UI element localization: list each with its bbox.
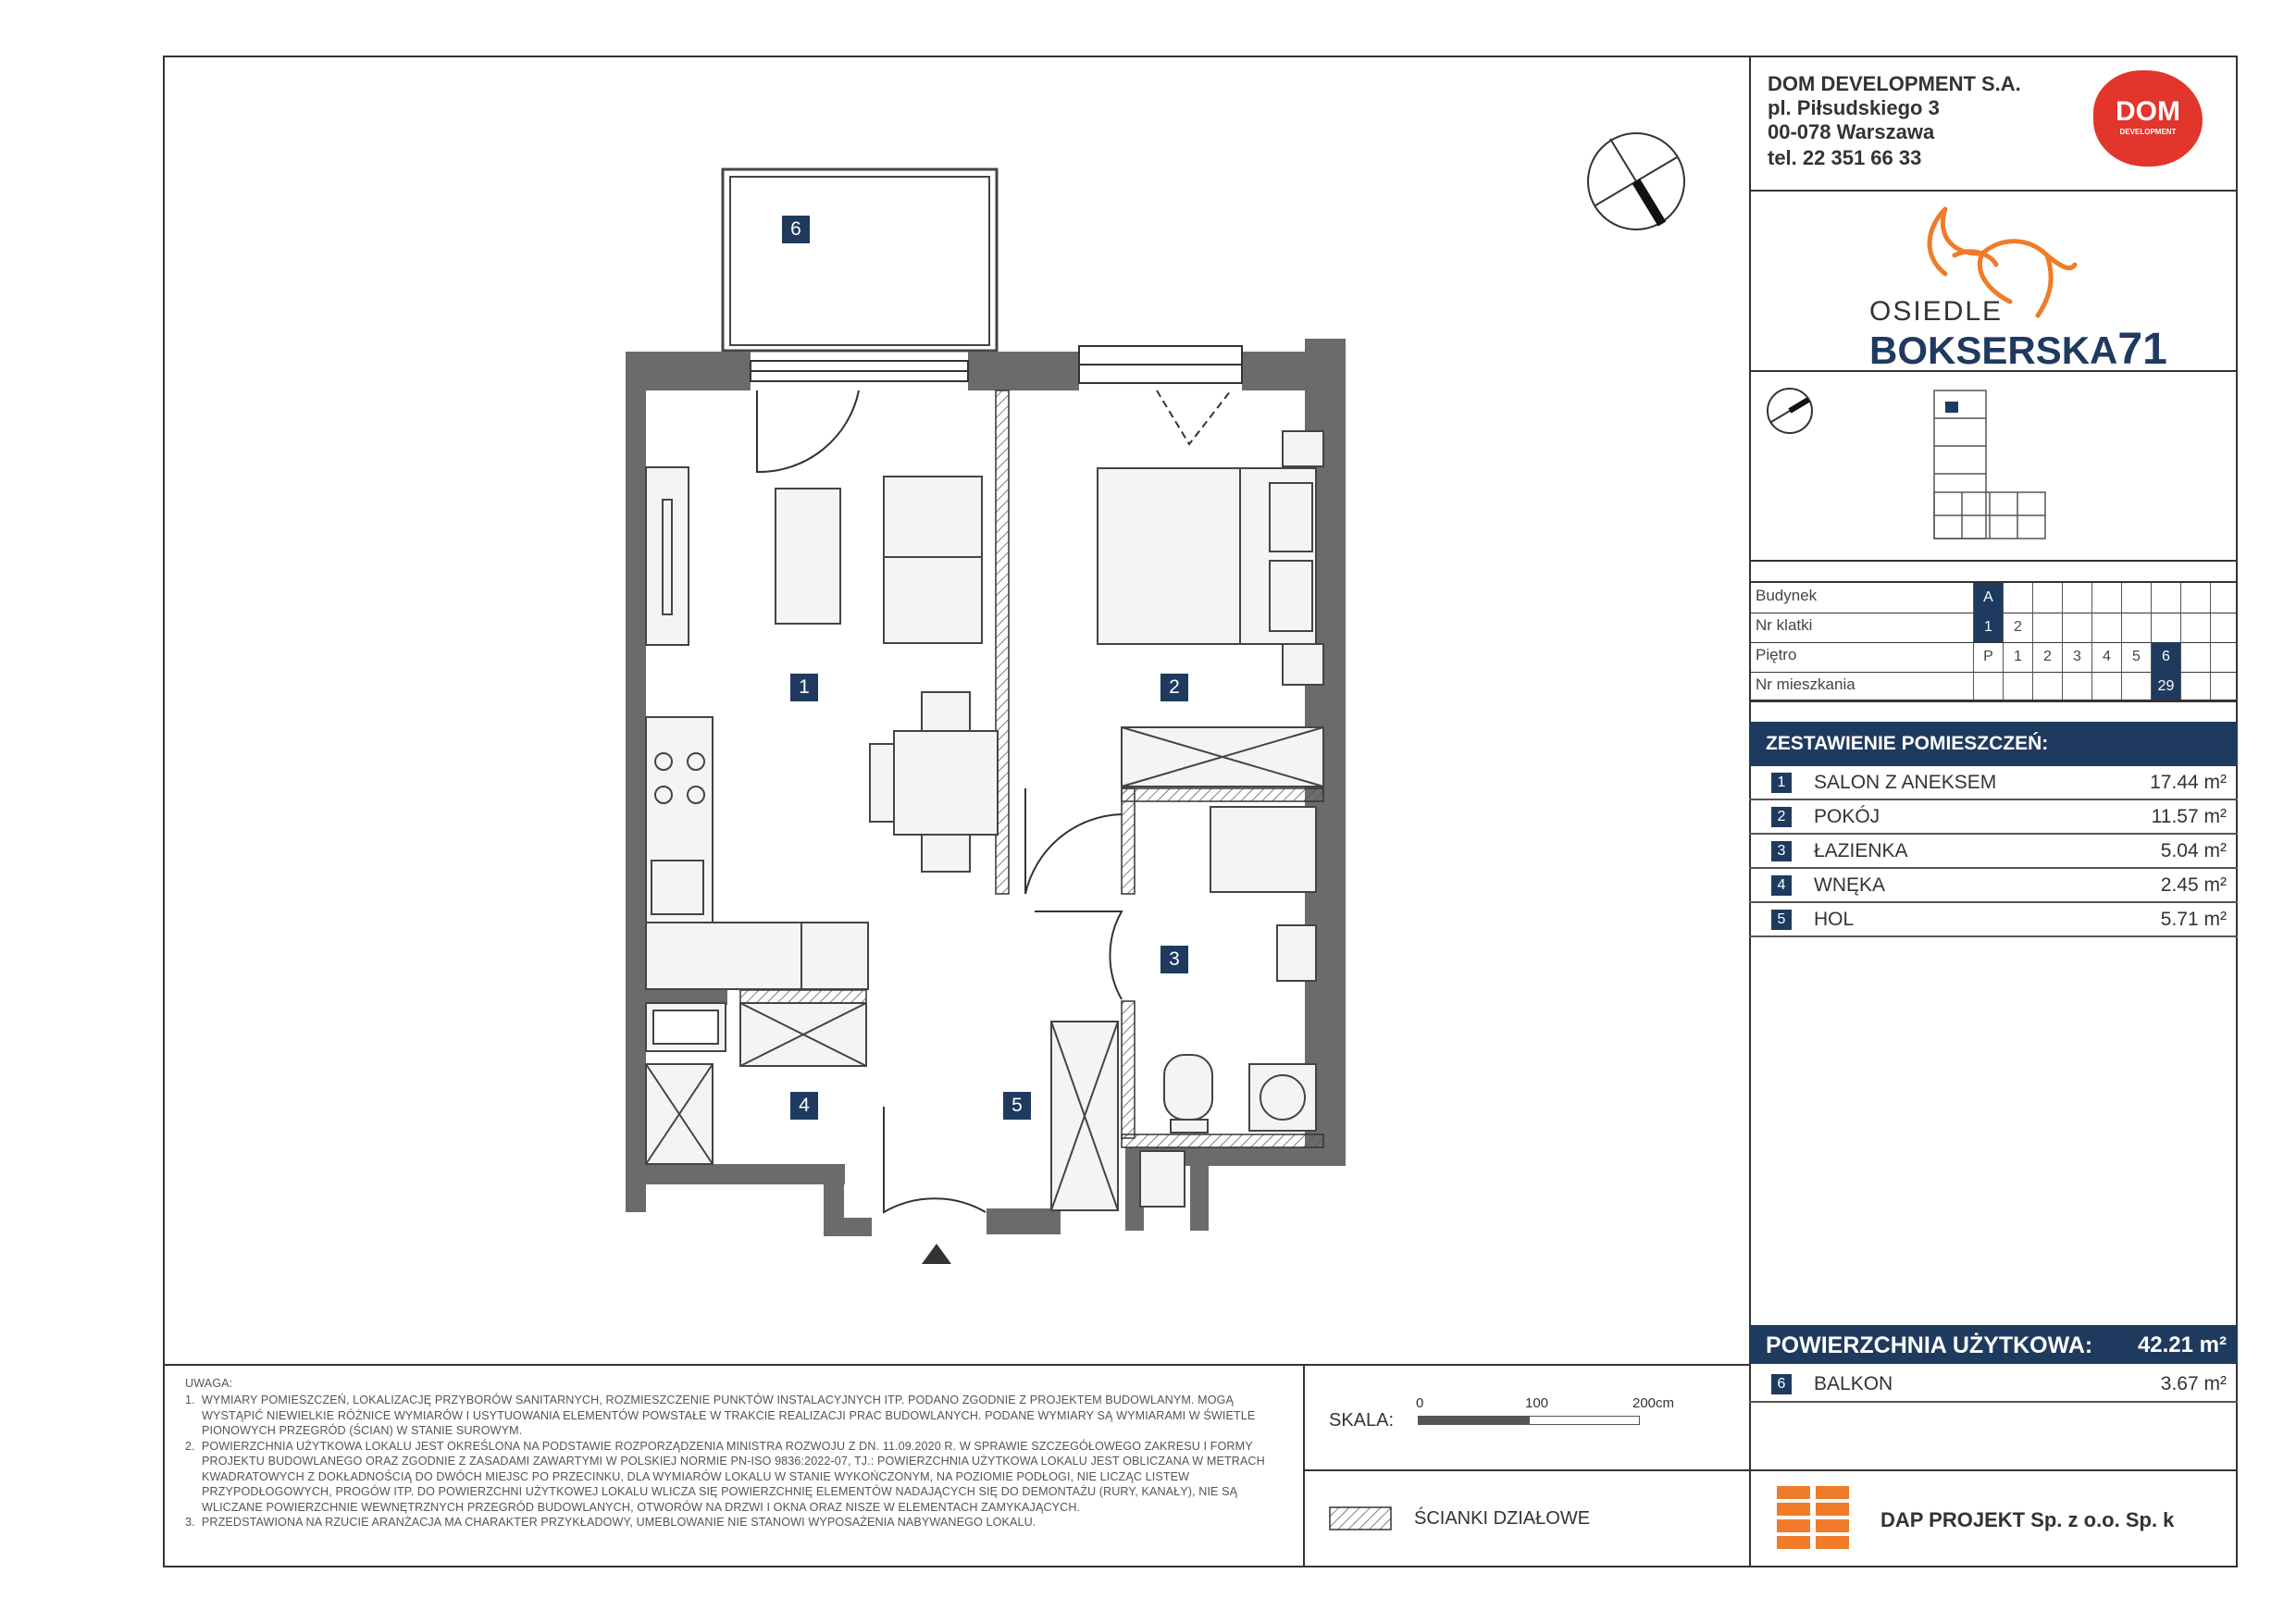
loc-cell — [2210, 642, 2240, 672]
note-line: 2. POWIERZCHNIA UŻYTKOWA LOKALU JEST OKREŚLONA NA PODSTAWIE ROZPORZĄDZENIA MINISTRA ROZWOJU Z DN. 11.09.2020 R. W SPRAWIE SZCZEGÓŁOWEGO ZAKRESU I FORMY — [185, 1439, 1253, 1453]
project-number: 71 — [2117, 325, 2167, 374]
loc-cell: 29 — [2151, 672, 2180, 701]
room-name: WNĘKA — [1814, 874, 1886, 896]
loc-cell — [2032, 613, 2062, 642]
plan-label-2: 2 — [1160, 674, 1188, 701]
scale-tick-200: 200cm — [1632, 1395, 1675, 1411]
notes-top-line — [163, 1364, 1749, 1366]
scale-tick-100: 100 — [1525, 1395, 1549, 1411]
loc-cell: A — [1973, 583, 2003, 613]
loc-cell: 1 — [2003, 642, 2032, 672]
company-city: 00-078 Warszawa — [1768, 120, 1935, 143]
balcony-name: BALKON — [1814, 1373, 1893, 1394]
loc-cell — [2091, 583, 2121, 613]
loc-cell: 3 — [2062, 642, 2091, 672]
loc-cell: P — [1973, 642, 2003, 672]
loc-cell — [2121, 613, 2151, 642]
loc-label-klatka: Nr klatki — [1756, 616, 1813, 634]
usable-area-label: POWIERZCHNIA UŻYTKOWA: — [1766, 1332, 2093, 1358]
project-line2 — [1869, 324, 2167, 375]
loc-cell: 2 — [2032, 642, 2062, 672]
loc-row-line — [1749, 701, 2238, 702]
plan-label-1: 1 — [790, 674, 818, 701]
loc-cell — [2180, 672, 2210, 701]
usable-area-value: 42.21 m² — [2137, 1332, 2227, 1357]
plan-label-6: 6 — [782, 216, 810, 243]
furniture — [646, 431, 1323, 1210]
loc-cell — [2121, 672, 2151, 701]
room-num: 4 — [1771, 875, 1792, 896]
rooms-header-text: ZESTAWIENIE POMIESZCZEŃ: — [1766, 733, 2049, 754]
loc-table-bottom — [1749, 700, 2238, 701]
site-plan-thumbnail — [1925, 381, 2054, 548]
plan-label-5: 5 — [1003, 1092, 1031, 1120]
rooms-header — [1749, 722, 2238, 766]
divider-1 — [1749, 190, 2238, 192]
loc-cell: 1 — [1973, 613, 2003, 642]
room-area: 5.71 m² — [2160, 909, 2227, 930]
scale-legend-divider — [1303, 1469, 1749, 1471]
divider-4 — [1749, 1469, 2238, 1471]
logo-text-bottom: DEVELOPMENT — [2119, 128, 2177, 136]
loc-cell — [2062, 672, 2091, 701]
project-line1: OSIEDLE — [1869, 296, 2004, 327]
company-name: DOM DEVELOPMENT S.A. — [1768, 72, 2021, 95]
room-row — [1749, 835, 2238, 869]
scale-bar — [1418, 1416, 1529, 1425]
loc-cell — [2062, 613, 2091, 642]
note-line: WLICZANE POWIERZCHNIE WEWNĘTRZNYCH PRZEGRÓD BUDOWLANYCH, OTWORÓW NA DRZWI I OKNA ORAZ NISZE W ELEMENTACH ZAMYKAJĄCYCH. — [185, 1500, 1081, 1514]
loc-cell — [2003, 583, 2032, 613]
room-num: 2 — [1771, 807, 1792, 827]
loc-cell — [2032, 583, 2062, 613]
room-area: 17.44 m² — [2150, 772, 2227, 793]
loc-cell — [2210, 583, 2240, 613]
room-row — [1749, 766, 2238, 800]
balcony-area: 3.67 m² — [2160, 1373, 2227, 1394]
room-num: 1 — [1771, 773, 1792, 793]
loc-cell — [2091, 613, 2121, 642]
entrance-arrow-icon — [922, 1244, 951, 1264]
mini-compass-icon — [1764, 385, 1816, 437]
loc-cell — [2210, 672, 2240, 701]
loc-cell — [2003, 672, 2032, 701]
loc-cell — [2121, 583, 2151, 613]
room-row — [1749, 903, 2238, 937]
room-area: 5.04 m² — [2160, 840, 2227, 861]
balcony-num: 6 — [1771, 1374, 1792, 1394]
scale-bar-white — [1529, 1416, 1640, 1425]
note-line: PIONOWYCH PRZEGRÓD (ŚCIAN) W STANIE SUROWYM. — [185, 1424, 523, 1437]
note-line: KWADRATOWYCH Z DOKŁADNOŚCIĄ DO DWÓCH MIEJSC PO PRZECINKU, DLA WYMIARÓW LOKALU W STANIE WYKOŃCZONYM, NA POZIOMIE PODŁOGI, NIE LICZĄC LISTEW — [185, 1469, 1190, 1483]
loc-cell: 5 — [2121, 642, 2151, 672]
plan-label-3: 3 — [1160, 946, 1188, 973]
dap-logo-icon — [1777, 1486, 1849, 1549]
room-num: 3 — [1771, 841, 1792, 861]
company-phone: tel. 22 351 66 33 — [1768, 146, 1922, 169]
balcony-outline — [723, 169, 997, 351]
room-row — [1749, 869, 2238, 903]
partition-legend-icon — [1329, 1506, 1392, 1530]
room-num: 5 — [1771, 910, 1792, 930]
dom-development-logo — [2093, 70, 2203, 167]
room-row — [1749, 800, 2238, 835]
company-street: pl. Piłsudskiego 3 — [1768, 96, 1940, 119]
room-area: 11.57 m² — [2151, 806, 2227, 827]
architect-name: DAP PROJEKT Sp. z o.o. Sp. k — [1880, 1508, 2175, 1531]
loc-cell — [2062, 583, 2091, 613]
loc-label-mieszkanie: Nr mieszkania — [1756, 675, 1855, 693]
note-line: PROJEKTU BUDOWLANEGO ORAZ ZGODNIE Z ZASADAMI ZAWARTYMI W POLSKIEJ NORMIE PN-ISO 9836:2022-07, TJ.: POWIERZCHNIA UŻYTKOWA LOKALU JEST OBLICZANA W METRACH — [185, 1455, 1265, 1468]
logo-text-top: DOM — [2116, 96, 2180, 127]
room-name: HOL — [1814, 909, 1855, 930]
loc-cell — [2180, 642, 2210, 672]
room-name: ŁAZIENKA — [1814, 840, 1908, 861]
room-area: 2.45 m² — [2160, 874, 2227, 896]
loc-label-budynek: Budynek — [1756, 587, 1818, 604]
loc-cell — [1973, 672, 2003, 701]
loc-cell — [2151, 583, 2180, 613]
loc-cell — [2180, 613, 2210, 642]
note-line: WYSTĄPIĆ NIEWIELKIE RÓŻNICE WYMIARÓW I USYTUOWANIA ELEMENTÓW POWSTAŁE W TRAKCIE REALIZACJI PRAC BUDOWLANYCH. PODANE WYMIARY SĄ WYMIARAMI W ŚWIETLE — [185, 1408, 1256, 1422]
loc-cell: 4 — [2091, 642, 2121, 672]
loc-cell — [2032, 672, 2062, 701]
scale-label: SKALA: — [1329, 1410, 1395, 1431]
note-line: 3. PRZEDSTAWIONA NA RZUCIE ARANŻACJA MA CHARAKTER PRZYKŁADOWY, UMEBLOWANIE NIE STANOWI WYPOSAŻENIA NABYWANEGO LOKALU. — [185, 1516, 1036, 1529]
loc-cell — [2091, 672, 2121, 701]
room-name: SALON Z ANEKSEM — [1814, 772, 1997, 793]
loc-cell — [2151, 613, 2180, 642]
loc-cell — [2210, 613, 2240, 642]
usable-area-bar — [1749, 1325, 2238, 1364]
north-arrow-icon — [1588, 133, 1684, 229]
balcony-row — [1749, 1368, 2238, 1403]
loc-label-pietro: Piętro — [1756, 646, 1797, 663]
note-line: PRZYPODŁOGOWYCH, PROGÓW ITP. DO POWIERZCHNI UŻYTKOWEJ LOKALU WLICZA SIĘ POWIERZCHNIĘ ELEMENTÓW NADAJĄCYCH SIĘ DO DEMONTAŻU (RURY, KANAŁY), NIE SĄ — [185, 1485, 1238, 1498]
room-name: POKÓJ — [1814, 806, 1880, 827]
loc-cell: 6 — [2151, 642, 2180, 672]
notes-title: UWAGA: — [185, 1377, 233, 1390]
plan-label-4: 4 — [790, 1092, 818, 1120]
note-line: 1. WYMIARY POMIESZCZEŃ, LOKALIZACJĘ PRZYBORÓW SANITARNYCH, ROZMIESZCZENIE PUNKTÓW INSTALACYJNYCH ITP. PODANO ZGODNIE Z PROJEKTEM BUDOWLANYM. MOGĄ — [185, 1394, 1235, 1406]
loc-cell — [2180, 583, 2210, 613]
notes-divider — [1303, 1364, 1305, 1567]
loc-cell: 2 — [2003, 613, 2032, 642]
partition-legend-label: ŚCIANKI DZIAŁOWE — [1414, 1508, 1591, 1529]
scale-tick-0: 0 — [1416, 1395, 1424, 1411]
divider-3 — [1749, 560, 2238, 562]
project-name: BOKSERSKA — [1869, 328, 2118, 372]
